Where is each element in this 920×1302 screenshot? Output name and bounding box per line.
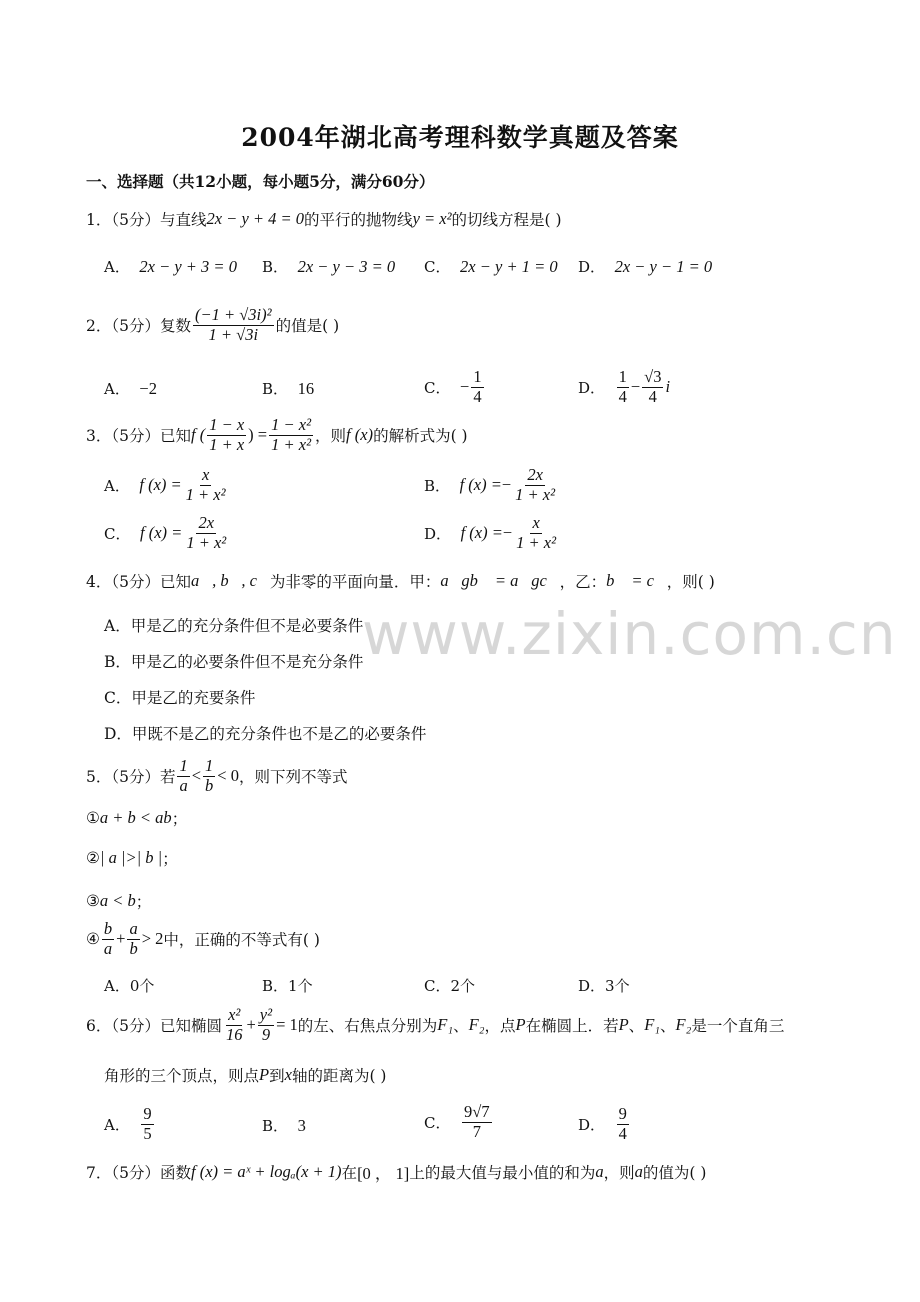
- q6-line2b: 到: [269, 1067, 285, 1085]
- fraction-numerator: x: [532, 513, 540, 532]
- q6-option-b: [262, 1115, 306, 1136]
- fraction-denominator: 4: [648, 386, 657, 406]
- point-p: P: [618, 1015, 629, 1035]
- q4-mid1: 为非零的平面向量．甲：: [269, 573, 441, 591]
- option-fraction: [184, 514, 228, 553]
- item-marker: ①: [86, 809, 100, 827]
- q5-option-b: B．1个: [262, 977, 313, 995]
- point-p: P: [515, 1015, 526, 1035]
- q3-fx: f (x): [346, 425, 374, 445]
- item-expression: a + b < ab: [99, 808, 172, 827]
- q3-fraction-1: [207, 416, 246, 455]
- q4-option-b: B．甲是乙的必要条件但不是充分条件: [104, 653, 364, 671]
- fraction-denominator: 1 + √3i: [208, 324, 259, 344]
- option-fraction: [642, 368, 663, 407]
- q2-prefix: 2．（5分）复数: [86, 317, 191, 336]
- x-variable: x: [284, 1065, 292, 1084]
- minus-sign: −: [502, 523, 513, 543]
- item-marker: ④: [86, 930, 100, 949]
- fraction-numerator: (−1 + √3i)²: [194, 305, 272, 324]
- fraction-numerator: 1: [179, 756, 188, 775]
- q5-fraction-1: [177, 757, 189, 796]
- question-1: [86, 208, 562, 230]
- option-label: A．: [104, 1115, 130, 1134]
- page-title: 2004年湖北高考理科数学真题及答案: [241, 123, 679, 152]
- q1-line-equation: 2x − y + 4 = 0: [206, 209, 305, 228]
- fraction-denominator: 4: [473, 386, 482, 406]
- fraction-numerator: 9: [143, 1104, 152, 1123]
- q4-option-c: C．甲是乙的充要条件: [104, 689, 256, 707]
- watermark: www.zixin.com.cn: [362, 600, 897, 668]
- minus-sign: −: [460, 377, 470, 397]
- greater-than-two: > 2: [141, 929, 164, 949]
- fraction-denominator: 1 + x²: [185, 484, 226, 504]
- q6-mid2: ，点: [484, 1017, 516, 1036]
- q6-prefix: 6．（5分）已知椭圆: [86, 1017, 222, 1036]
- option-label: D．: [578, 258, 606, 276]
- fraction-numerator: 1 − x: [209, 415, 245, 434]
- item-end: ；: [162, 850, 178, 868]
- option-fraction: [462, 1103, 492, 1142]
- q7-mid1: 在: [341, 1164, 358, 1182]
- q1-option-c: [424, 256, 558, 277]
- separator: 、: [453, 1017, 469, 1036]
- fraction-denominator: 1 + x²: [271, 434, 312, 454]
- q6-option-c: [424, 1103, 494, 1142]
- option-fraction: [471, 368, 483, 407]
- less-than: <: [191, 766, 202, 786]
- q1-option-a: [104, 256, 237, 277]
- q7-function: f (x) = aˣ + logₐ(x + 1): [190, 1162, 342, 1181]
- minus-sign: −: [501, 475, 512, 495]
- fraction-denominator: 1 + x²: [516, 532, 557, 552]
- fraction-numerator: 9√7: [464, 1102, 490, 1121]
- item-marker: ②: [86, 849, 100, 867]
- focus-f1: F₁: [437, 1015, 454, 1035]
- q6-fraction-2: [258, 1006, 274, 1045]
- question-4: [86, 570, 715, 592]
- fraction-numerator: 9: [618, 1104, 627, 1123]
- q6-line2c: 轴的距离为( ): [291, 1067, 387, 1085]
- q7-a2: a: [634, 1162, 643, 1181]
- q3-option-a: [104, 466, 230, 505]
- q5-option-d: D．3个: [578, 977, 630, 995]
- fraction-denominator: a: [179, 775, 188, 795]
- q5-item-2: [86, 847, 178, 869]
- q4-mid2: ，乙：: [559, 573, 607, 591]
- plus-sign: +: [246, 1015, 256, 1035]
- q3-equals: ) =: [248, 425, 268, 445]
- item-marker: ③: [86, 892, 100, 910]
- section-heading: 一、选择题（共12小题，每小题5分，满分60分）: [86, 172, 435, 191]
- fraction-denominator: 16: [225, 1024, 243, 1044]
- option-value: −2: [139, 378, 157, 398]
- option-fraction: [514, 514, 558, 553]
- option-lhs: f (x) =: [140, 523, 183, 543]
- q5-item-4: [86, 920, 320, 959]
- imaginary-unit: i: [665, 377, 671, 397]
- fraction-numerator: 1: [205, 756, 214, 775]
- q7-prefix: 7．（5分）函数: [86, 1164, 191, 1182]
- focus-f1: F₁: [644, 1015, 661, 1035]
- option-value: 2x − y + 3 = 0: [139, 256, 237, 276]
- q7-interval: [0 ， 1]: [357, 1164, 410, 1183]
- q3-fraction-2: [269, 416, 313, 455]
- fraction-numerator: x²: [228, 1005, 241, 1024]
- q4-yi: b⃗ = c⃗: [606, 571, 667, 590]
- option-label: C．: [424, 1113, 451, 1132]
- q6-fraction-1: [224, 1006, 245, 1045]
- q6-mid4: 是一个直角三: [691, 1017, 785, 1036]
- q6-mid1: 的左、右焦点分别为: [297, 1017, 438, 1036]
- q7-suffix: 的值为( ): [642, 1164, 707, 1182]
- option-lhs: f (x) =: [460, 523, 503, 543]
- fraction-denominator: 9: [261, 1024, 271, 1044]
- q4-option-a: A．甲是乙的充分条件但不是必要条件: [104, 617, 364, 635]
- q2-fraction: [193, 306, 274, 345]
- option-fraction: [617, 1105, 629, 1144]
- equals-one: = 1: [276, 1015, 298, 1035]
- option-label: C．: [424, 258, 451, 276]
- q4-vectors: a⃗, b⃗, c⃗: [190, 571, 270, 590]
- item-fraction-2: [127, 920, 139, 959]
- less-than-zero: < 0: [217, 766, 239, 786]
- fraction-numerator: x: [201, 465, 210, 484]
- fraction-numerator: 1 − x²: [271, 415, 312, 434]
- q2-suffix: 的值是( ): [275, 317, 340, 336]
- option-label: C．: [104, 524, 131, 543]
- question-3: [86, 416, 468, 455]
- fraction-numerator: b: [103, 919, 113, 938]
- fraction-numerator: 2x: [527, 465, 543, 484]
- item-fraction-1: [102, 920, 114, 959]
- q1-curve: y = x²: [412, 209, 452, 228]
- q2-option-a: [104, 378, 157, 399]
- q1-option-d: [578, 256, 712, 277]
- q7-mid3: ，则: [603, 1164, 635, 1182]
- q4-jia: a⃗gb⃗ = a⃗gc⃗: [440, 571, 560, 590]
- point-p: P: [259, 1065, 270, 1084]
- fraction-numerator: √3: [644, 367, 662, 386]
- fraction-denominator: a: [103, 938, 113, 958]
- q5-suffix: ，则下列不等式: [238, 768, 348, 787]
- item-end: ；: [135, 893, 152, 911]
- option-label: B．: [424, 476, 451, 495]
- fraction-numerator: 1: [618, 367, 627, 386]
- option-label: A．: [104, 476, 130, 495]
- option-label: C．: [424, 378, 451, 397]
- q3-suffix: 的解析式为( ): [373, 427, 468, 446]
- q2-option-b: [262, 378, 314, 399]
- option-label: A．: [104, 258, 130, 276]
- option-lhs: f (x) =: [459, 475, 502, 495]
- option-lhs: f (x) =: [139, 475, 182, 495]
- q7-a: a: [595, 1162, 604, 1181]
- item-expression: | a |>| b |: [99, 848, 163, 867]
- option-fraction: [617, 368, 629, 407]
- item-suffix: 中，正确的不等式有( ): [163, 931, 320, 950]
- q5-prefix: 5．（5分）若: [86, 768, 176, 787]
- option-label: D．: [424, 524, 452, 543]
- q1-prefix: 1．（5分）与直线: [86, 211, 207, 229]
- fraction-denominator: 4: [618, 1123, 627, 1143]
- option-label: B．: [262, 1117, 289, 1135]
- item-end: ；: [171, 810, 188, 828]
- q6-mid3: 在椭圆上．若: [525, 1017, 619, 1036]
- minus-sign: −: [630, 377, 641, 397]
- focus-f2: F₂: [468, 1015, 485, 1035]
- q4-option-d: D．甲既不是乙的充分条件也不是乙的必要条件: [104, 725, 427, 743]
- fraction-denominator: 7: [472, 1121, 481, 1141]
- q3-option-c: [104, 514, 230, 553]
- q3-prefix: 3．（5分）已知: [86, 427, 191, 446]
- q3-mid: ，则: [315, 427, 347, 446]
- option-value: 2x − y − 1 = 0: [614, 256, 713, 276]
- option-value: 3: [297, 1115, 306, 1135]
- option-label: B．: [262, 258, 289, 276]
- q3-option-b: [424, 466, 559, 505]
- q4-prefix: 4．（5分）已知: [86, 573, 191, 591]
- fraction-numerator: 2x: [198, 513, 215, 532]
- option-label: B．: [262, 380, 289, 398]
- q5-fraction-2: [203, 757, 215, 796]
- q2-option-c: [424, 368, 486, 407]
- item-expression: a < b: [99, 891, 136, 910]
- question-2: [86, 306, 339, 345]
- question-5: [86, 757, 348, 796]
- focus-f2: F₂: [675, 1015, 692, 1035]
- fraction-denominator: b: [205, 775, 214, 795]
- q1-mid: 的平行的抛物线: [304, 211, 413, 229]
- q5-item-3: [86, 890, 151, 912]
- option-value: 2x − y + 1 = 0: [460, 256, 558, 276]
- q1-suffix: 的切线方程是( ): [451, 211, 562, 229]
- q6-option-d: [578, 1105, 631, 1144]
- plus-sign: +: [116, 929, 126, 949]
- q5-item-1: [86, 807, 187, 829]
- fraction-numerator: 1: [473, 367, 482, 386]
- option-label: D．: [578, 378, 606, 397]
- option-value: 2x − y − 3 = 0: [297, 256, 396, 276]
- option-value: 16: [297, 378, 315, 398]
- q6-line-2: [104, 1064, 386, 1086]
- q5-option-a: A．0个: [104, 977, 155, 995]
- fraction-numerator: a: [129, 919, 138, 938]
- separator: 、: [660, 1017, 676, 1036]
- option-fraction: [513, 466, 557, 505]
- fraction-denominator: b: [129, 938, 138, 958]
- q6-line2a: 角形的三个顶点，则点: [104, 1067, 260, 1085]
- q5-option-c: C．2个: [424, 977, 476, 995]
- question-7: [86, 1160, 706, 1184]
- q3-option-d: [424, 514, 560, 553]
- fraction-denominator: 1 + x²: [186, 532, 227, 552]
- option-label: D．: [578, 1115, 606, 1134]
- fraction-denominator: 5: [143, 1123, 152, 1143]
- q7-mid2: 上的最大值与最小值的和为: [409, 1164, 596, 1182]
- fraction-denominator: 1 + x: [209, 434, 245, 454]
- option-label: A．: [104, 380, 130, 398]
- fraction-denominator: 1 + x²: [515, 484, 556, 504]
- q2-option-d: [578, 368, 670, 407]
- fraction-numerator: y²: [259, 1005, 273, 1024]
- option-fraction: [141, 1105, 153, 1144]
- q6-option-a: [104, 1105, 156, 1144]
- option-fraction: [184, 466, 228, 505]
- question-6: [86, 1006, 784, 1045]
- q3-function: f (: [190, 425, 206, 445]
- q4-suffix: ，则( ): [666, 573, 715, 591]
- fraction-denominator: 4: [618, 386, 627, 406]
- separator: 、: [628, 1017, 645, 1036]
- q1-option-b: [262, 256, 395, 277]
